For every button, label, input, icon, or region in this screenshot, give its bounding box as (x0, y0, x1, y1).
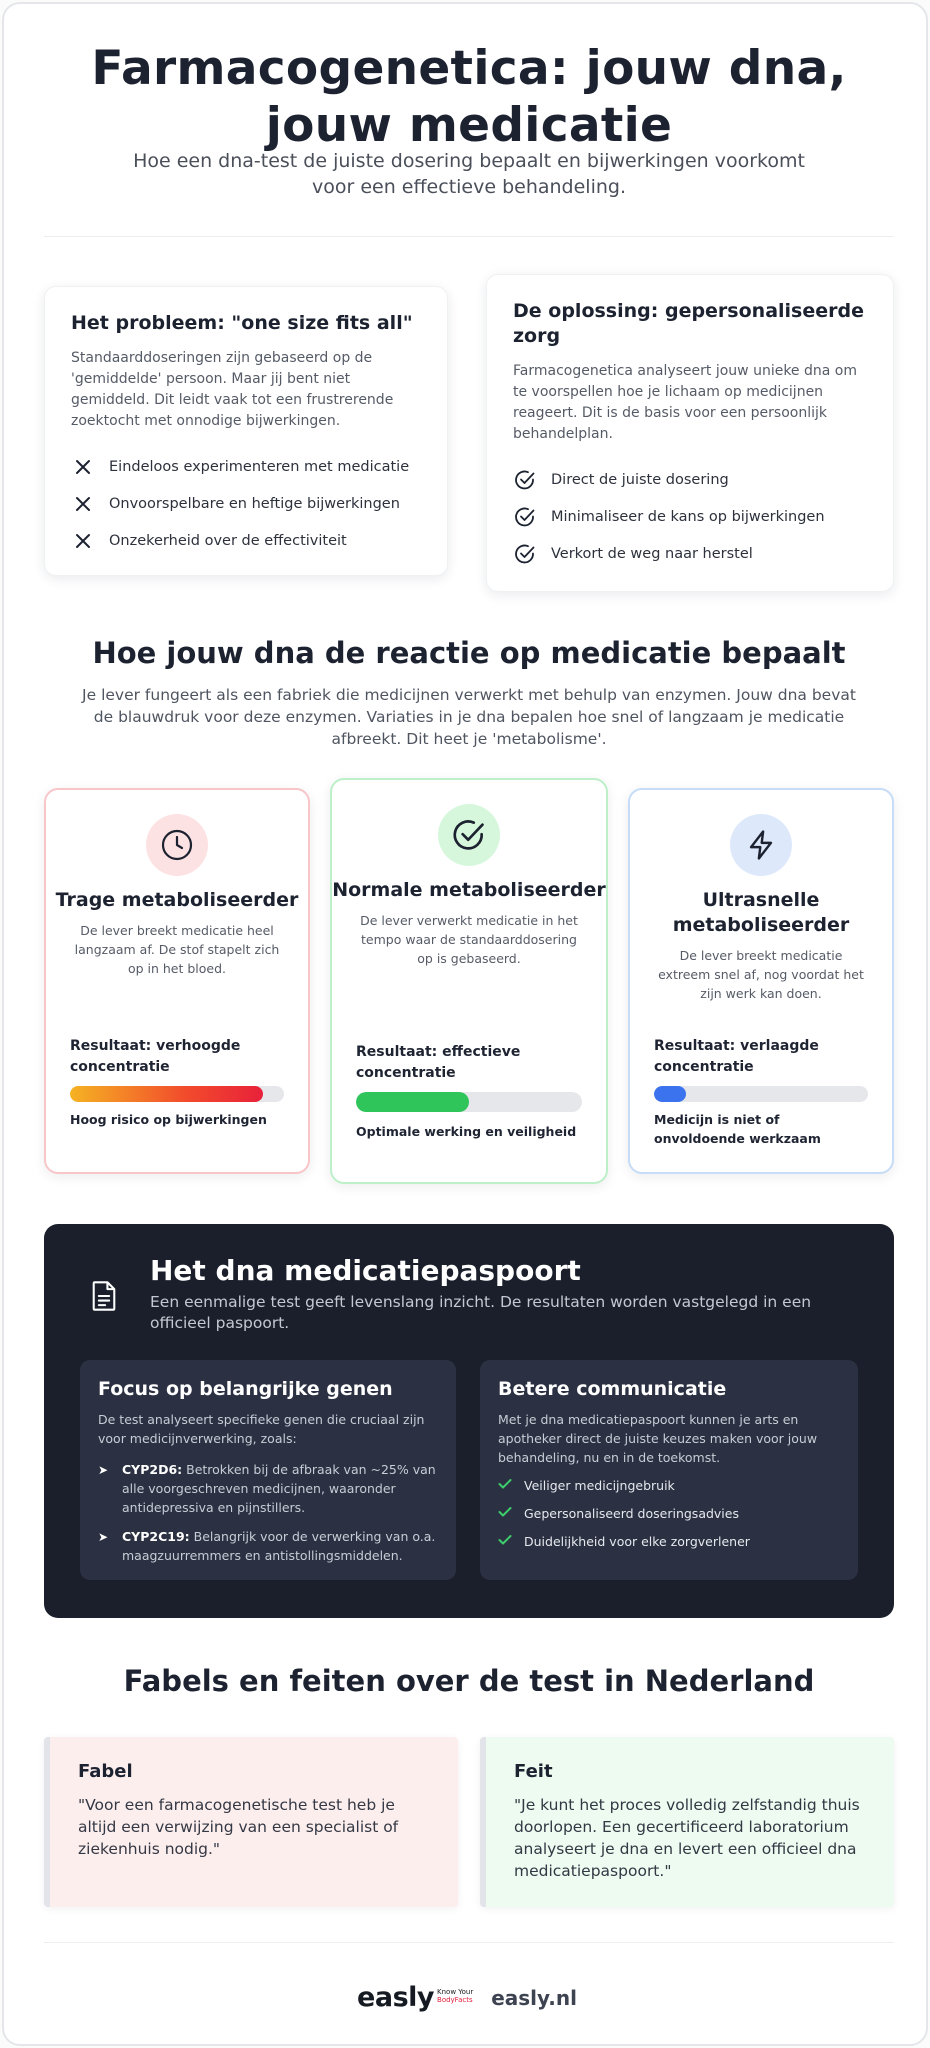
divider (44, 236, 894, 237)
check-circle-icon (438, 804, 500, 866)
check-circle-icon (513, 542, 537, 566)
gene-item (98, 1527, 438, 1565)
card-description: De lever breekt medicatie extreem snel af, nog voordat het zijn werk kan doen. (658, 948, 864, 1001)
card-result: Resultaat: effectieve concentratie (356, 1044, 521, 1081)
gene-name: CYP2D6: (122, 1462, 183, 1477)
fact-card (480, 1737, 894, 1907)
card-result: Resultaat: verlaagde concentratie (654, 1038, 819, 1075)
problem-item (71, 448, 421, 485)
card-title: Trage metaboliseerder (55, 889, 299, 911)
solution-item-label: Minimaliseer de kans op bijwerkingen (551, 508, 825, 525)
passport-section (44, 1224, 894, 1618)
problem-item (71, 522, 421, 559)
clock-icon (146, 814, 208, 876)
card-result: Resultaat: verhoogde concentratie (70, 1038, 241, 1075)
check-icon (498, 1534, 524, 1549)
communication-title: Betere communicatie (498, 1378, 727, 1400)
infographic-page (2, 2, 928, 2046)
passport-title: Het dna medicatiepaspoort (150, 1254, 581, 1287)
problem-card (44, 286, 448, 576)
card-title: Normale metaboliseerder (332, 879, 606, 901)
concentration-fill (70, 1086, 263, 1102)
check-circle-icon (513, 505, 537, 529)
card-description: De lever breekt medicatie heel langzaam af. De stof stapelt zich op in het bloed. (74, 923, 280, 976)
logo-word: easly (357, 1982, 435, 2013)
card-note: Hoog risico op bijwerkingen (70, 1112, 267, 1127)
problem-title: Het probleem: "one size fits all" (71, 312, 413, 334)
check-icon (498, 1478, 524, 1493)
slow-metabolizer-card (44, 788, 310, 1174)
concentration-bar (70, 1086, 284, 1102)
easly-logo[interactable] (357, 1982, 473, 2013)
benefit-item (498, 1471, 840, 1499)
fable-card (44, 1737, 458, 1907)
genes-body: De test analyseert specifieke genen die cruciaal zijn voor medicijnverwerking, zoals: (98, 1412, 425, 1446)
solution-item (513, 535, 867, 572)
fact-label: Feit (514, 1761, 553, 1782)
arrow-icon: ➤ (98, 1463, 109, 1477)
page-subtitle: Hoe een dna-test de juiste dosering bepaalt en bijwerkingen voorkomt voor een effectieve behandeling. (133, 150, 805, 198)
metabolism-title: Hoe jouw dna de reactie op medicatie bepaalt (92, 636, 846, 670)
check-icon (498, 1506, 524, 1521)
benefit-label: Duidelijkheid voor elke zorgverlener (524, 1533, 750, 1549)
ultrafast-metabolizer-card (628, 788, 894, 1174)
page-title: Farmacogenetica: jouw dna, jouw medicatie (91, 41, 847, 153)
myths-title: Fabels en feiten over de test in Nederland (123, 1664, 815, 1698)
concentration-fill (356, 1092, 469, 1112)
problem-item-label: Eindeloos experimenteren met medicatie (109, 458, 410, 475)
genes-panel (80, 1360, 456, 1580)
gene-item (98, 1460, 438, 1517)
solution-item-label: Verkort de weg naar herstel (551, 545, 753, 562)
benefit-label: Veiliger medicijngebruik (524, 1477, 675, 1493)
communication-body: Met je dna medicatiepaspoort kunnen je arts en apotheker direct de juiste keuzes maken voor jouw behandeling, nu en in de toekomst. (498, 1412, 818, 1465)
concentration-bar (654, 1086, 868, 1102)
footer (4, 1982, 928, 2013)
fable-text: "Voor een farmacogenetische test heb je altijd een verwijzing van een specialist of ziekenhuis nodig." (78, 1796, 399, 1858)
fact-text: "Je kunt het proces volledig zelfstandig thuis doorlopen. Een gecertificeerd laboratorium analyseert je dna en levert een officieel dna medicatiepaspoort." (514, 1796, 860, 1880)
metabolism-subtitle: Je lever fungeert als een fabriek die medicijnen verwerkt met behulp van enzymen. Jouw dna bevat de blauwdruk voor deze enzymen. Variaties in je dna bepalen hoe snel of langzaam je medicatie afbreekt. Dit heet je 'metabolisme'. (82, 686, 856, 748)
communication-panel (480, 1360, 858, 1580)
solution-card (486, 274, 894, 592)
divider (44, 1942, 894, 1943)
passport-subtitle: Een eenmalige test geeft levenslang inzicht. De resultaten worden vastgelegd in een officieel paspoort. (150, 1293, 812, 1332)
card-description: De lever verwerkt medicatie in het tempo waar de standaarddosering op is gebaseerd. (360, 913, 578, 966)
benefit-item (498, 1527, 840, 1555)
problem-body: Standaarddoseringen zijn gebaseerd op de 'gemiddelde' persoon. Maar jij bent niet gemiddeld. Dit leidt vaak tot een frustrerende zoektocht met onnodige bijwerkingen. (71, 350, 394, 429)
solution-title: De oplossing: gepersonaliseerde zorg (513, 300, 864, 347)
logo-tagline (437, 1988, 473, 2004)
x-icon (71, 492, 95, 516)
logo-tag-line-1: Know Your (437, 1988, 474, 1996)
check-circle-icon (513, 468, 537, 492)
logo-tag-line-2: BodyFacts (437, 1996, 473, 2004)
concentration-fill (654, 1086, 686, 1102)
problem-item (71, 485, 421, 522)
solution-item (513, 498, 867, 535)
benefit-item (498, 1499, 840, 1527)
solution-body: Farmacogenetica analyseert jouw unieke dna om te voorspellen hoe je lichaam op medicijnen reageert. Dit is de basis voor een persoonlijk behandelplan. (513, 363, 857, 442)
genes-title: Focus op belangrijke genen (98, 1378, 393, 1400)
problem-item-label: Onvoorspelbare en heftige bijwerkingen (109, 495, 400, 512)
lightning-icon (730, 814, 792, 876)
site-link[interactable]: easly.nl (491, 1985, 577, 2010)
concentration-bar (356, 1092, 582, 1112)
x-icon (71, 455, 95, 479)
benefit-label: Gepersonaliseerd doseringsadvies (524, 1505, 739, 1521)
gene-text: Betrokken bij de afbraak van ~25% van alle voorgeschreven medicijnen, waaronder antidepressiva en pijnstillers. (122, 1462, 436, 1515)
normal-metabolizer-card (330, 778, 608, 1184)
arrow-icon: ➤ (98, 1530, 109, 1544)
card-note: Optimale werking en veiligheid (356, 1124, 577, 1139)
gene-text: Belangrijk voor de verwerking van o.a. maagzuurremmers en antistollingsmiddelen. (122, 1529, 436, 1563)
card-note: Medicijn is niet of onvoldoende werkzaam (654, 1112, 821, 1146)
x-icon (71, 529, 95, 553)
card-title: Ultrasnelle metaboliseerder (672, 889, 850, 936)
solution-item (513, 461, 867, 498)
fable-label: Fabel (78, 1761, 133, 1782)
solution-item-label: Direct de juiste dosering (551, 471, 729, 488)
gene-name: CYP2C19: (122, 1529, 190, 1544)
document-icon (90, 1280, 118, 1316)
problem-item-label: Onzekerheid over de effectiviteit (109, 532, 347, 549)
